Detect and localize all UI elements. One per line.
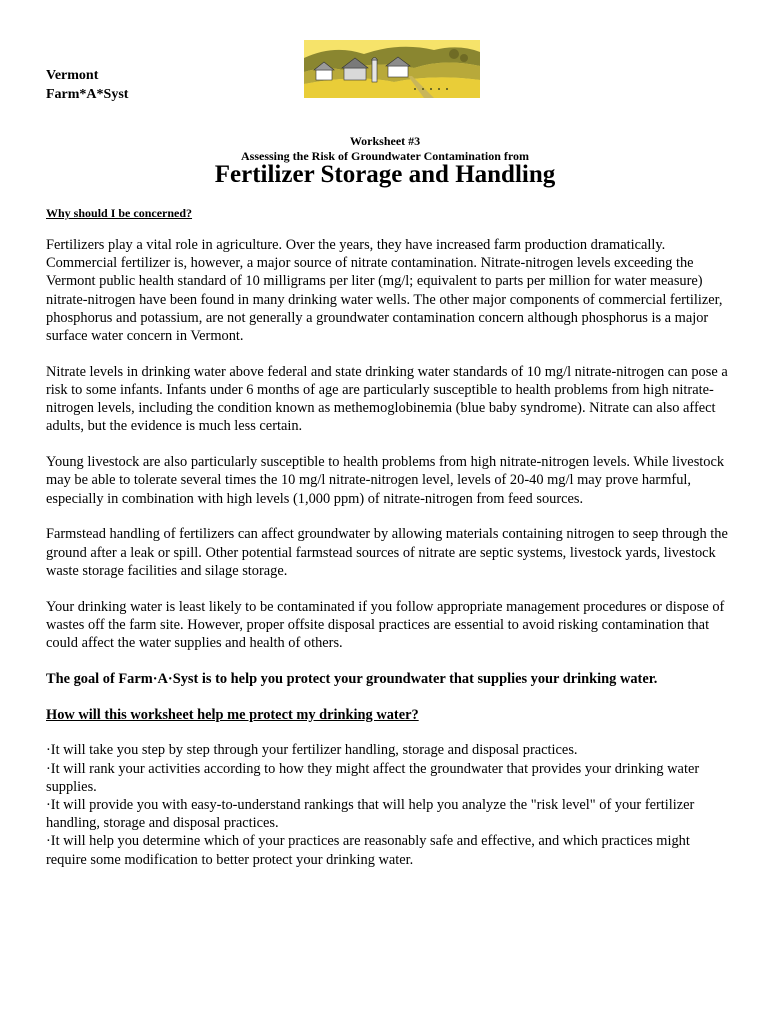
section-heading-concern: Why should I be concerned? — [46, 206, 193, 220]
paragraph: Young livestock are also particularly susceptible to health problems from high nitrate-nitrogen levels. While livestock may be able to tolerate several times the 10 mg/l nitrate-nitrogen level, levels of 20-40 mg/l may prove harmful, especially in combination with high levels (1,000 ppm) of nitrate-nitrogen from feed sources. — [46, 454, 725, 507]
section-heading-worksheet-help: How will this worksheet help me protect my drinking water? — [46, 706, 419, 723]
list-item: ·It will rank your activities according to how they might affect the groundwater that provides your drinking water supplies. — [46, 760, 700, 795]
benefit-list — [46, 741, 734, 868]
worksheet-number: Worksheet #3 — [349, 134, 421, 148]
brand-state: Vermont — [46, 68, 99, 83]
paragraph: Nitrate levels in drinking water above federal and state drinking water standards of 10 mg/l nitrate-nitrogen can pose a risk to some infants. Infants under 6 months of age are particularly susceptible to health problems from high nitrate-nitrogen levels, including the condition known as methemoglobinemia (blue baby syndrome). Nitrate can also affect adults, but the evidence is much less certain. — [46, 363, 728, 435]
paragraph: Your drinking water is least likely to be contaminated if you follow appropriate management procedures or dispose of wastes off the farm site. However, proper offsite disposal practices are essential to avoid risking contamination that could affect the water supplies and health of others. — [46, 598, 725, 652]
farm-landscape-icon — [304, 40, 480, 98]
list-item: ·It will help you determine which of your practices are reasonably safe and effective, and which practices might require some modification to better protect your drinking water. — [46, 833, 690, 868]
paragraph: Farmstead handling of fertilizers can affect groundwater by allowing materials containing nitrogen to seep through the ground after a leak or spill. Other potential farmstead sources of nitrate are septic systems, livestock yards, livestock waste storage facilities and silage storage. — [46, 526, 728, 579]
list-item: ·It will take you step by step through your fertilizer handling, storage and disposal practices. — [46, 742, 578, 759]
brand-block — [46, 66, 128, 104]
goal-statement: The goal of Farm·A·Syst is to help you protect your groundwater that supplies your drinking water. — [46, 670, 658, 687]
worksheet-subtitle: Assessing the Risk of Groundwater Contamination from — [240, 149, 530, 163]
paragraph: Fertilizers play a vital role in agriculture. Over the years, they have increased farm production dramatically. Commercial fertilizer is, however, a major source of nitrate contamination. Nitrate-nitrogen levels exceeding the Vermont public health standard of 10 milligrams per liter (mg/l; equivalent to parts per million for water measure) nitrate-nitrogen have been found in many drinking water wells. The other major components of commercial fertilizer, phosphorus and potassium, are not generally a groundwater contamination concern although phosphorus is a major surface water concern in Vermont. — [46, 237, 723, 345]
brand-program: Farm*A*Syst — [46, 87, 129, 102]
document-body — [46, 236, 734, 869]
list-item: ·It will provide you with easy-to-understand rankings that will help you analyze the "risk level" of your fertilizer handling, storage and disposal practices. — [46, 797, 695, 832]
worksheet-title: Fertilizer Storage and Handling — [214, 161, 556, 188]
